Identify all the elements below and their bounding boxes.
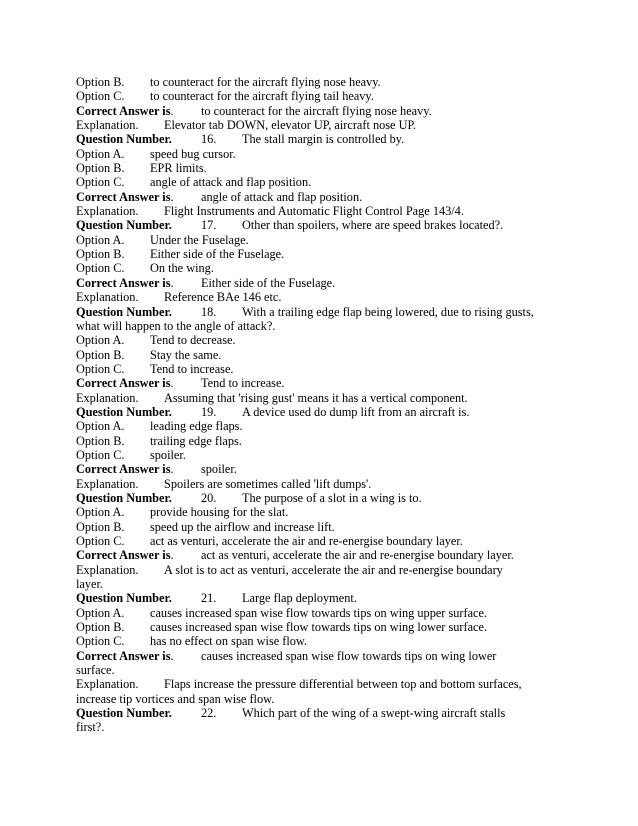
question-text: Large flap deployment.: [242, 591, 357, 606]
explanation-continuation: increase tip vortices and span wise flow.: [76, 691, 275, 706]
option-label: Option A.: [76, 605, 125, 620]
question-text: The stall margin is controlled by.: [242, 132, 405, 147]
option-line: [76, 434, 556, 448]
question-line: [76, 491, 556, 505]
question-label: Question Number.: [76, 591, 172, 606]
question-text-continuation: what will happen to the angle of attack?.: [76, 318, 276, 333]
question-number: 22.: [201, 706, 217, 721]
correct-answer-line: [76, 376, 556, 390]
option-label: Option A.: [76, 419, 125, 434]
correct-answer-label: Correct Answer is.: [76, 103, 174, 118]
explanation-label: Explanation.: [76, 677, 139, 692]
option-line: [76, 147, 556, 161]
question-number: 17.: [201, 218, 217, 233]
option-text: to counteract for the aircraft flying tail heavy.: [150, 89, 374, 104]
option-line: [76, 419, 556, 433]
explanation-line: [76, 563, 556, 577]
correct-answer-label: Correct Answer is.: [76, 462, 174, 477]
option-text: Tend to decrease.: [150, 333, 236, 348]
explanation-line: [76, 118, 556, 132]
question-number: 21.: [201, 591, 217, 606]
correct-answer-line: [76, 190, 556, 204]
correct-answer-line: [76, 649, 556, 663]
option-label: Option C.: [76, 89, 125, 104]
option-text: causes increased span wise flow towards tips on wing lower surface.: [150, 620, 488, 635]
option-text: Either side of the Fuselage.: [150, 247, 285, 262]
option-label: Option C.: [76, 534, 125, 548]
option-label: Option A.: [76, 333, 125, 348]
option-line: [76, 348, 556, 362]
option-line: [76, 534, 556, 548]
option-label: Option A.: [76, 232, 125, 247]
option-line: [76, 233, 556, 247]
explanation-text: Reference BAe 146 etc.: [164, 290, 282, 305]
option-label: Option C.: [76, 361, 125, 376]
explanation-line: [76, 204, 556, 218]
explanation-line: [76, 477, 556, 491]
question-line: [76, 132, 556, 146]
option-label: Option C.: [76, 447, 125, 462]
option-text: On the wing.: [150, 261, 214, 276]
option-label: Option B.: [76, 161, 125, 176]
correct-answer-text: angle of attack and flap position.: [201, 189, 363, 204]
explanation-text: Elevator tab DOWN, elevator UP, aircraft nose UP.: [164, 118, 417, 133]
question-label: Question Number.: [76, 706, 172, 721]
document-page: [76, 75, 556, 735]
option-line: [76, 333, 556, 347]
correct-answer-line: [76, 276, 556, 290]
option-text: causes increased span wise flow towards tips on wing upper surface.: [150, 605, 488, 620]
option-line: [76, 520, 556, 534]
explanation-label: Explanation.: [76, 204, 139, 219]
option-text: act as venturi, accelerate the air and re-energise boundary layer.: [150, 534, 463, 548]
correct-answer-label: Correct Answer is.: [76, 189, 174, 204]
correct-answer-label: Correct Answer is.: [76, 648, 174, 663]
explanation-label: Explanation.: [76, 290, 139, 305]
option-text: spoiler.: [150, 447, 186, 462]
correct-answer-text: spoiler.: [201, 462, 237, 477]
explanation-text: Assuming that 'rising gust' means it has a vertical component.: [164, 390, 468, 405]
question-text-continuation: first?.: [76, 720, 105, 735]
question-number: 18.: [201, 304, 217, 319]
option-label: Option B.: [76, 620, 125, 635]
correct-answer-line: [76, 462, 556, 476]
correct-answer-text: to counteract for the aircraft flying nose heavy.: [201, 103, 432, 118]
option-label: Option C.: [76, 634, 125, 649]
explanation-text: Spoilers are sometimes called 'lift dumps'.: [164, 476, 372, 491]
option-text: angle of attack and flap position.: [150, 175, 312, 190]
explanation-line: [76, 290, 556, 304]
question-label: Question Number.: [76, 490, 172, 505]
option-line: [76, 75, 556, 89]
option-label: Option C.: [76, 175, 125, 190]
question-number: 16.: [201, 132, 217, 147]
correct-answer-text: Tend to increase.: [201, 376, 285, 391]
explanation-text: Flight Instruments and Automatic Flight Control Page 143/4.: [164, 204, 464, 219]
option-text: EPR limits.: [150, 161, 207, 176]
question-line: [76, 591, 556, 605]
option-line: [76, 606, 556, 620]
option-text: leading edge flaps.: [150, 419, 243, 434]
option-line: [76, 505, 556, 519]
option-label: Option B.: [76, 75, 125, 89]
correct-answer-label: Correct Answer is.: [76, 376, 174, 391]
explanation-text: A slot is to act as venturi, accelerate the air and re-energise boundary: [164, 562, 503, 577]
correct-answer-line: [76, 104, 556, 118]
question-label: Question Number.: [76, 132, 172, 147]
option-label: Option C.: [76, 261, 125, 276]
option-text: trailing edge flaps.: [150, 433, 242, 448]
option-label: Option B.: [76, 247, 125, 262]
option-line: [76, 89, 556, 103]
option-label: Option A.: [76, 505, 125, 520]
explanation-label: Explanation.: [76, 118, 139, 133]
option-line: [76, 161, 556, 175]
correct-answer-label: Correct Answer is.: [76, 548, 174, 563]
option-text: Stay the same.: [150, 347, 222, 362]
option-line: [76, 175, 556, 189]
option-label: Option B.: [76, 433, 125, 448]
explanation-line: [76, 677, 556, 691]
correct-answer-continuation: surface.: [76, 663, 115, 678]
option-label: Option B.: [76, 519, 125, 534]
question-text: Which part of the wing of a swept-wing aircraft stalls: [242, 706, 506, 721]
correct-answer-text: causes increased span wise flow towards tips on wing lower: [201, 648, 497, 663]
option-text: Tend to increase.: [150, 361, 234, 376]
explanation-continuation: layer.: [76, 577, 103, 592]
question-line: [76, 218, 556, 232]
option-line: [76, 448, 556, 462]
option-text: provide housing for the slat.: [150, 505, 289, 520]
correct-answer-text: act as venturi, accelerate the air and re-energise boundary layer.: [201, 548, 514, 563]
option-text: Under the Fuselage.: [150, 232, 249, 247]
question-text: Other than spoilers, where are speed brakes located?.: [242, 218, 504, 233]
question-number: 19.: [201, 404, 217, 419]
option-label: Option B.: [76, 347, 125, 362]
option-line: [76, 620, 556, 634]
question-number: 20.: [201, 490, 217, 505]
correct-answer-label: Correct Answer is.: [76, 275, 174, 290]
explanation-label: Explanation.: [76, 562, 139, 577]
option-text: speed bug cursor.: [150, 146, 236, 161]
option-line: [76, 362, 556, 376]
question-line: [76, 305, 556, 319]
question-label: Question Number.: [76, 218, 172, 233]
explanation-label: Explanation.: [76, 390, 139, 405]
question-label: Question Number.: [76, 404, 172, 419]
correct-answer-text: Either side of the Fuselage.: [201, 275, 336, 290]
explanation-text: Flaps increase the pressure differential between top and bottom surfaces,: [164, 677, 522, 692]
question-text: The purpose of a slot in a wing is to.: [242, 490, 422, 505]
option-text: to counteract for the aircraft flying nose heavy.: [150, 75, 381, 89]
option-text: speed up the airflow and increase lift.: [150, 519, 335, 534]
question-line: [76, 706, 556, 720]
option-line: [76, 247, 556, 261]
correct-answer-line: [76, 548, 556, 562]
explanation-line: [76, 391, 556, 405]
question-text: A device used do dump lift from an aircraft is.: [242, 404, 470, 419]
question-line: [76, 405, 556, 419]
question-text: With a trailing edge flap being lowered, due to rising gusts,: [242, 304, 534, 319]
explanation-label: Explanation.: [76, 476, 139, 491]
option-label: Option A.: [76, 146, 125, 161]
option-line: [76, 634, 556, 648]
question-label: Question Number.: [76, 304, 172, 319]
option-line: [76, 261, 556, 275]
option-text: has no effect on span wise flow.: [150, 634, 308, 649]
